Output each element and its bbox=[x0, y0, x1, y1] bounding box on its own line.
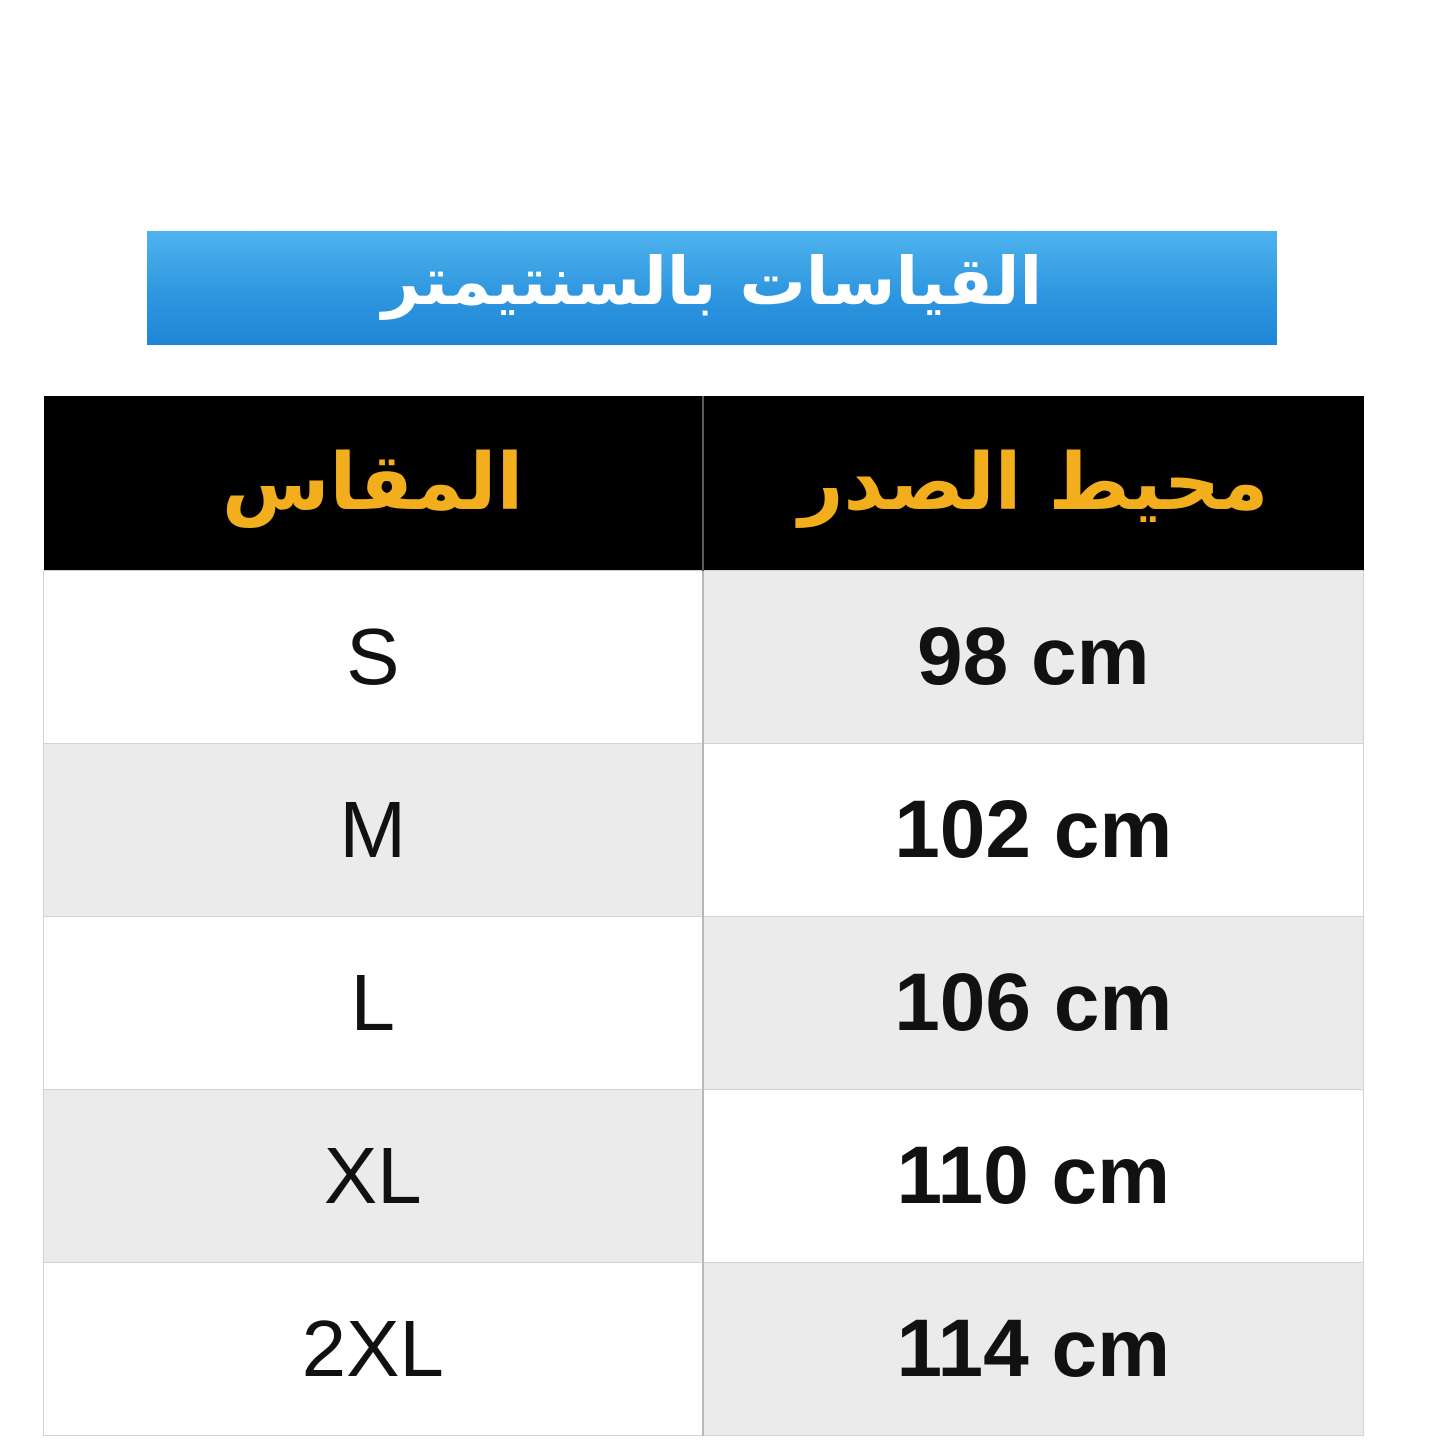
size-cell: S bbox=[44, 571, 703, 744]
chest-cell: 114 cm bbox=[703, 1263, 1364, 1436]
table-row bbox=[44, 571, 1364, 744]
chest-cell: 102 cm bbox=[703, 744, 1364, 917]
table-row bbox=[44, 1090, 1364, 1263]
chest-cell: 98 cm bbox=[703, 571, 1364, 744]
size-cell: L bbox=[44, 917, 703, 1090]
table-header-row bbox=[44, 396, 1364, 571]
banner-title: القياسات بالسنتيمتر bbox=[381, 243, 1043, 320]
size-cell: 2XL bbox=[44, 1263, 703, 1436]
size-cell: XL bbox=[44, 1090, 703, 1263]
table-row bbox=[44, 744, 1364, 917]
table-row bbox=[44, 1263, 1364, 1436]
size-chart-table bbox=[43, 396, 1364, 1436]
table-row bbox=[44, 917, 1364, 1090]
size-cell: M bbox=[44, 744, 703, 917]
header-chest: محيط الصدر bbox=[703, 396, 1364, 571]
chest-cell: 106 cm bbox=[703, 917, 1364, 1090]
header-size: المقاس bbox=[44, 396, 703, 571]
title-banner bbox=[147, 231, 1277, 345]
chest-cell: 110 cm bbox=[703, 1090, 1364, 1263]
